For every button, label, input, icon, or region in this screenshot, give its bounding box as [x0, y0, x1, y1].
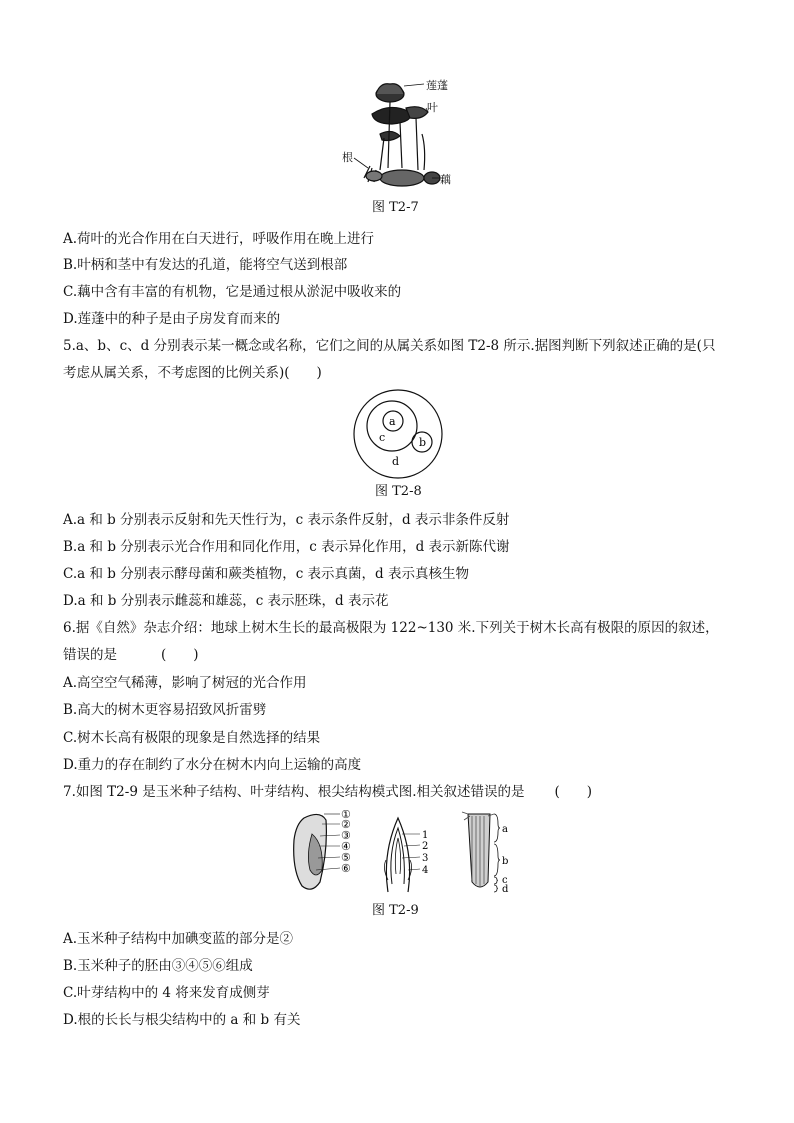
q6-option-d: D.重力的存在制约了水分在树木内向上运输的高度	[63, 757, 362, 773]
q4-option-d: D.莲蓬中的种子是由子房发育而来的	[63, 311, 281, 327]
q6-answer-paren: ( )	[161, 647, 199, 663]
q6-option-a: A.高空空气稀薄，影响了树冠的光合作用	[63, 675, 307, 691]
root-label-d: d	[502, 884, 509, 895]
venn-figure	[352, 388, 444, 480]
seed-label-3: ③	[341, 829, 351, 842]
q6-option-b: B.高大的树木更容易招致风折雷劈	[63, 702, 267, 718]
root-tip-figure	[460, 810, 520, 895]
leaf-bud-figure	[378, 814, 438, 896]
root-label-a: a	[502, 824, 508, 835]
q6-option-c: C.树木长高有极限的现象是自然选择的结果	[63, 730, 321, 746]
lotus-label-root: 根	[342, 151, 353, 164]
root-tip-outline	[468, 814, 490, 887]
q6-stem-line2	[63, 646, 199, 664]
bud-label-4: 4	[422, 865, 429, 876]
seed-label-2: ②	[341, 818, 351, 831]
bud-label-1: 1	[422, 830, 429, 841]
q5-stem-line1: 5.a、b、c、d 分别表示某一概念或名称，它们之间的从属关系如图 T2-8 所示.据图判断下列叙述正确的是(只	[63, 338, 716, 354]
root-label-b: b	[502, 856, 509, 867]
q7-answer-paren: ( )	[554, 784, 593, 800]
seed-label-6: ⑥	[341, 862, 351, 875]
q7-option-a: A.玉米种子结构中加碘变蓝的部分是②	[63, 931, 294, 947]
q5-option-b: B.a 和 b 分别表示光合作用和同化作用，c 表示异化作用，d 表示新陈代谢	[63, 539, 510, 555]
q5-option-d: D.a 和 b 分别表示雌蕊和雄蕊，c 表示胚珠，d 表示花	[63, 593, 389, 609]
venn-label-a: a	[389, 415, 396, 428]
q7-option-b: B.玉米种子的胚由③④⑤⑥组成	[63, 958, 253, 974]
figure-caption-t2-8: 图 T2-8	[375, 484, 422, 499]
seed-label-5: ⑤	[341, 851, 351, 864]
q7-stem-text: 7.如图 T2-9 是玉米种子结构、叶芽结构、根尖结构模式图.相关叙述错误的是	[63, 784, 525, 800]
figure-caption-t2-7: 图 T2-7	[372, 200, 419, 215]
lotus-label-seedpod: 莲蓬	[426, 79, 448, 92]
bud-label-3: 3	[422, 853, 429, 864]
q5-option-c: C.a 和 b 分别表示酵母菌和蕨类植物，c 表示真菌，d 表示真核生物	[63, 566, 469, 582]
q7-option-c: C.叶芽结构中的 4 将来发育成侧芽	[63, 985, 270, 1001]
corn-seed-figure	[290, 810, 360, 895]
q5-stem-line2: 考虑从属关系，不考虑图的比例关系)( )	[63, 365, 322, 381]
q4-option-c: C.藕中含有丰富的有机物，它是通过根从淤泥中吸收来的	[63, 284, 402, 300]
q7-stem	[63, 783, 592, 801]
root-label-c: c	[502, 875, 508, 886]
venn-label-d: d	[392, 455, 400, 468]
q7-option-d: D.根的长长与根尖结构中的 a 和 b 有关	[63, 1012, 301, 1028]
q4-option-a: A.荷叶的光合作用在白天进行，呼吸作用在晚上进行	[63, 231, 375, 247]
seed-label-4: ④	[341, 840, 351, 853]
figure-caption-t2-9: 图 T2-9	[372, 903, 419, 918]
lotus-label-rhizome: 藕	[440, 173, 451, 186]
q4-option-b: B.叶柄和茎中有发达的孔道，能将空气送到根部	[63, 257, 348, 273]
venn-label-c: c	[379, 431, 386, 444]
seed-label-1: ①	[341, 810, 351, 821]
lotus-figure	[340, 78, 455, 190]
lotus-label-leaf: 叶	[427, 101, 438, 114]
q6-stem-line1: 6.据《自然》杂志介绍：地球上树木生长的最高极限为 122~130 米.下列关于树木长高有极限的原因的叙述，	[63, 620, 719, 636]
q6-stem-text: 错误的是	[63, 647, 117, 663]
q5-option-a: A.a 和 b 分别表示反射和先天性行为，c 表示条件反射，d 表示非条件反射	[63, 512, 510, 528]
bud-label-2: 2	[422, 841, 429, 852]
venn-label-b: b	[419, 436, 427, 449]
